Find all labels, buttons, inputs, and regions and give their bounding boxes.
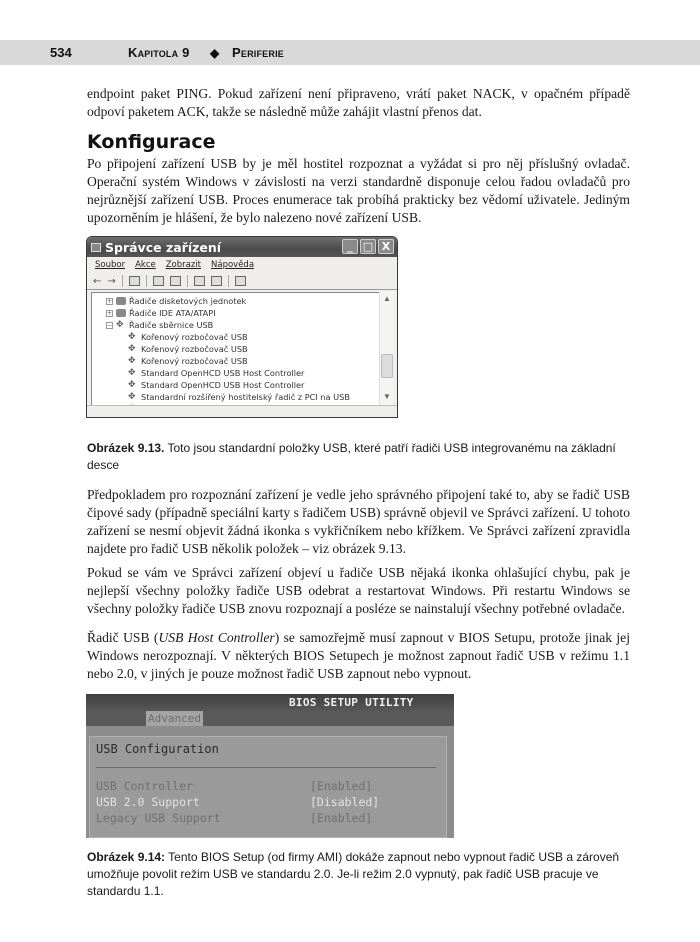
- scan-hardware-icon[interactable]: [235, 276, 246, 286]
- tree-item-label: Řadiče IDE ATA/ATAPI: [129, 308, 216, 318]
- tree-item[interactable]: [106, 319, 213, 331]
- tree-item-label: Kořenový rozbočovač USB: [141, 332, 248, 342]
- minimize-button[interactable]: _: [342, 239, 358, 254]
- scroll-down-icon[interactable]: ▼: [383, 392, 391, 401]
- usb-icon: ✥: [128, 344, 136, 354]
- caption-label: Obrázek 9.13.: [87, 441, 165, 455]
- close-button[interactable]: X: [378, 239, 394, 254]
- usb-icon: ✥: [128, 380, 136, 390]
- setting-value: [Enabled]: [310, 779, 373, 793]
- tree-item-label: Standardní rozšířený hostitelský řadič z PCI na USB: [141, 392, 350, 402]
- tree-item[interactable]: [128, 391, 350, 403]
- bios-setup-screen: [86, 694, 454, 838]
- setting-name: Legacy USB Support: [96, 811, 221, 825]
- usb-icon: ✥: [128, 356, 136, 366]
- tree-item-label: Kořenový rozbočovač USB: [141, 344, 248, 354]
- disk-controller-icon: [116, 297, 126, 305]
- device-manager-window: [86, 236, 398, 418]
- bios-setting-row[interactable]: [96, 795, 436, 810]
- panel-heading: USB Configuration: [96, 742, 219, 756]
- usb-icon: ✥: [128, 392, 136, 402]
- diamond-icon: ◆: [210, 45, 220, 60]
- maximize-button[interactable]: □: [360, 239, 376, 254]
- toolbar-separator: [228, 275, 229, 287]
- divider: [96, 767, 436, 768]
- menu-akce[interactable]: Akce: [135, 260, 156, 270]
- setting-value: [Disabled]: [310, 795, 380, 809]
- tree-item[interactable]: [128, 367, 304, 379]
- tree-item[interactable]: [128, 355, 248, 367]
- paragraph-error-icon: Pokud se vám ve Správci zařízení objeví u řadiče USB nějaká ikonka ohlašující chybu, pak je nejlepší všechny položky řadiče USB odebrat a restartovat Windows. Při restartu Windows se všechny položky řadiče USB znovu rozpoznají a posléze se nainstalují všechny potřebné ovladače.: [87, 565, 630, 616]
- back-icon[interactable]: ←: [93, 275, 102, 287]
- paragraph-bios: [87, 629, 630, 683]
- section-label: Periferie: [232, 45, 284, 60]
- window-titlebar: [87, 237, 397, 257]
- menu-bar: [87, 257, 397, 273]
- usb-icon: ✥: [128, 332, 136, 342]
- tree-item[interactable]: [106, 307, 216, 319]
- ide-controller-icon: [116, 309, 126, 317]
- bios-tab-bar: [86, 711, 454, 726]
- bios-setting-row[interactable]: [96, 779, 436, 794]
- tree-item-label: Řadiče disketových jednotek: [129, 296, 247, 306]
- device-manager-icon: [91, 243, 101, 252]
- toolbar-separator: [187, 275, 188, 287]
- usb-icon: ✥: [128, 368, 136, 378]
- paragraph-configuration: Po připojení zařízení USB by je měl hostitel rozpoznat a vyžádat si pro něj příslušný ovladač. Operační systém Windows v závislosti na verzi standardně disponuje celou řadou ovladačů pro nejrůznější zařízení USB. Proces enumerace tak probíhá prakticky bez vědomí uživatele. Jediným upozorněním je hlášení, že bylo nalezeno nové zařízení USB.: [87, 156, 630, 225]
- tree-item[interactable]: [128, 343, 248, 355]
- toolbar-separator: [146, 275, 147, 287]
- properties-icon[interactable]: [153, 276, 164, 286]
- toolbar-separator: [122, 275, 123, 287]
- show-hide-console-tree-icon[interactable]: [129, 276, 140, 286]
- tree-item-label: Standard OpenHCD USB Host Controller: [141, 368, 305, 378]
- menu-soubor[interactable]: Soubor: [95, 260, 126, 270]
- print-icon[interactable]: [170, 276, 181, 286]
- help-icon[interactable]: [194, 276, 205, 286]
- usb-icon: ✥: [116, 320, 124, 330]
- page-number: 534: [50, 45, 72, 60]
- scrollbar-thumb[interactable]: [381, 354, 393, 378]
- toolbar: [87, 273, 397, 290]
- bios-setting-row[interactable]: [96, 811, 436, 826]
- figure-caption-914: [87, 849, 630, 900]
- paragraph-intro: endpoint paket PING. Pokud zařízení není připraveno, vrátí paket NACK, v opačném případě odpoví paketem ACK, takže se následně může zahájit vlastní přenos dat.: [87, 86, 630, 119]
- tree-item-label: Standard OpenHCD USB Host Controller: [141, 380, 305, 390]
- setting-value: [Enabled]: [310, 811, 373, 825]
- tree-item-label: Kořenový rozbočovač USB: [141, 356, 248, 366]
- caption-text: Tento BIOS Setup (od firmy AMI) dokáže zapnout nebo vypnout řadič USB a zároveň umožňuje povolit režim USB ve standardu 2.0. Je-li režim 2.0 vypnutý, pak řadič USB pracuje ve standardu 1.1.: [87, 850, 620, 898]
- tree-item[interactable]: [106, 295, 246, 307]
- setting-name: USB 2.0 Support: [96, 795, 200, 809]
- tree-item[interactable]: [128, 331, 248, 343]
- tree-item[interactable]: [128, 379, 304, 391]
- tab-advanced[interactable]: Advanced: [148, 712, 201, 725]
- scroll-up-icon[interactable]: ▲: [383, 294, 391, 303]
- caption-label: Obrázek 9.14:: [87, 850, 166, 864]
- expand-icon[interactable]: +: [107, 297, 113, 305]
- window-title: Správce zařízení: [105, 239, 222, 255]
- bios-title: BIOS SETUP UTILITY: [86, 694, 454, 711]
- text-run: Řadič USB (: [87, 630, 159, 645]
- section-heading: Konfigurace: [87, 131, 216, 153]
- status-bar: [87, 405, 397, 417]
- device-tree: [91, 292, 381, 406]
- setting-name: USB Controller: [96, 779, 193, 793]
- menu-zobrazit[interactable]: Zobrazit: [165, 260, 201, 270]
- vertical-scrollbar[interactable]: [379, 292, 393, 406]
- text-run: ) se samozřejmě musí zapnout v BIOS Setupu, protože jinak jej Windows nerozpoznají. V některých BIOS Setupech je možnost zapnout řadič USB v režimu 1.1 nebo 2.0, v jiných je pouze možnost řadič USB zapnout nebo vypnout.: [87, 630, 630, 681]
- collapse-icon[interactable]: −: [107, 321, 113, 329]
- tree-item-label: Řadiče sběrnice USB: [129, 320, 214, 330]
- caption-text: Toto jsou standardní položky USB, které patří řadiči USB integrovanému na základní desce: [87, 441, 616, 472]
- italic-term: USB Host Controller: [158, 630, 275, 645]
- paragraph-prerequisite: Předpokladem pro rozpoznání zařízení je vedle jeho správného připojení také to, aby se řadič USB čipové sady (případně speciální karty s řadičem USB) správně objevil ve Správci zařízení. U tohoto zařízení se nesmí objevit žádná ikonka s vykřičníkem nebo křížkem. Ve Správci zařízení zpravidla najdete pro řadič USB několik položek – viz obrázek 9.13.: [87, 487, 630, 556]
- running-head: [0, 40, 700, 65]
- chapter-label: Kapitola 9: [128, 45, 190, 60]
- forward-icon[interactable]: →: [107, 275, 116, 287]
- show-hide-action-pane-icon[interactable]: [211, 276, 222, 286]
- expand-icon[interactable]: +: [107, 309, 113, 317]
- menu-napoveda[interactable]: Nápověda: [211, 260, 255, 270]
- figure-caption-913: [87, 440, 630, 474]
- bios-panel: [89, 736, 447, 838]
